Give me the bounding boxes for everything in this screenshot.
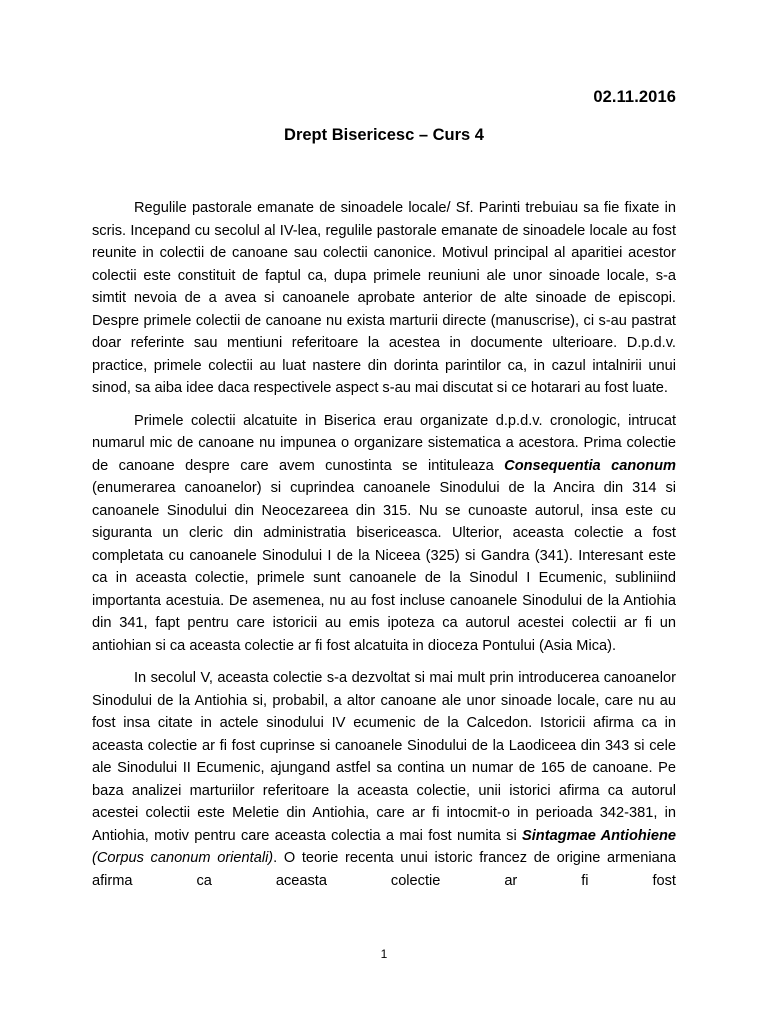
paragraph-3-term: Sintagmae Antiohiene [522,827,676,844]
document-date: 02.11.2016 [593,88,676,106]
document-body [92,197,676,902]
document-title: Drept Bisericesc – Curs 4 [284,126,484,144]
page-number: 1 [380,947,388,961]
paragraph-2 [92,410,676,658]
paragraph-3-text-b: . O teorie recenta unui istoric francez de origine armeniana afirma ca aceasta colectie ar fi fost [92,850,676,889]
paragraph-2-text-b: (enumerarea canoanelor) si cuprindea canoanele Sinodului de la Ancira din 314 si canoanele Sinodului din Neocezareea din 315. Nu se cunoaste autorul, insa este cu siguranta un cleric din administratia bisericeasca. Ulterior, aceasta colectie a fost completata cu canoanele Sinodului I de la Niceea (325) si Gandra (341). Interesant este ca in aceasta colectie, primele sunt canoanele de la Sinodul I Ecumenic, subliniind importanta acestuia. De asemenea, nu au fost incluse canoanele Sinodului de la Antiohia din 341, fapt pentru care istoricii au emis ipoteza ca autorul acestei colectii ar fi un antiohian si ca aceasta colectie ar fi fost alcatuita in dioceza Pontului (Asia Mica). [92,480,676,654]
paragraph-2-term: Consequentia canonum [504,457,676,474]
paragraph-1: Regulile pastorale emanate de sinoadele locale/ Sf. Parinti trebuiau sa fie fixate in scris. Incepand cu secolul al IV-lea, regulile pastorale emanate de sinoadele locale au fost reunite in colectii de canoane sau colectii canonice. Motivul principal al aparitiei acestor colectii este constituit de faptul ca, dupa primele reuniuni ale unor sinoade locale, s-a simtit nevoia de a avea si canoanele aprobate anterior de alte sinoade de episcopi. Despre primele colectii de canoane nu exista marturii directe (manuscrise), ci s-au pastrat doar referinte sau mentiuni referitoare la acestea in documente ulterioare. D.p.d.v. practice, primele colectii au luat nastere din dorinta parintilor ca, in cazul intalnirii unui sinod, sa aiba idee daca respectivele aspect s-au mai discutat si ce hotarari au fost luate. [92,200,676,396]
paragraph-3-latin-name: (Corpus canonum orientali) [92,850,274,866]
paragraph-3 [92,667,676,892]
paragraph-2-text-a: Primele colectii alcatuite in Biserica erau organizate d.p.d.v. cronologic, intrucat numarul mic de canoane nu impunea o organizare sistematica a acestora. Prima colectie de canoane despre care avem cunostinta se intituleaza [92,412,676,474]
paragraph-3-text-a: In secolul V, aceasta colectie s-a dezvoltat si mai mult prin introducerea canoanelor Sinodului de la Antiohia si, probabil, a altor canoane ale unor sinoade locale, care nu au fost insa citate in actele sinodului IV ecumenic de la Calcedon. Istoricii afirma ca in aceasta colectie ar fi fost cuprinse si canoanele Sinodului de la Laodiceea din 343 si cele ale Sinodului II Ecumenic, ajungand astfel sa contina un numar de 165 de canoane. Pe baza analizei marturiilor referitoare la aceasta colectie, unii istorici afirma ca autorul acestei colectii este Meletie din Antiohia, care ar fi intocmit-o in perioada 342-381, in Antiohia, motiv pentru care aceasta colectia a mai fost numita si [92,670,676,844]
